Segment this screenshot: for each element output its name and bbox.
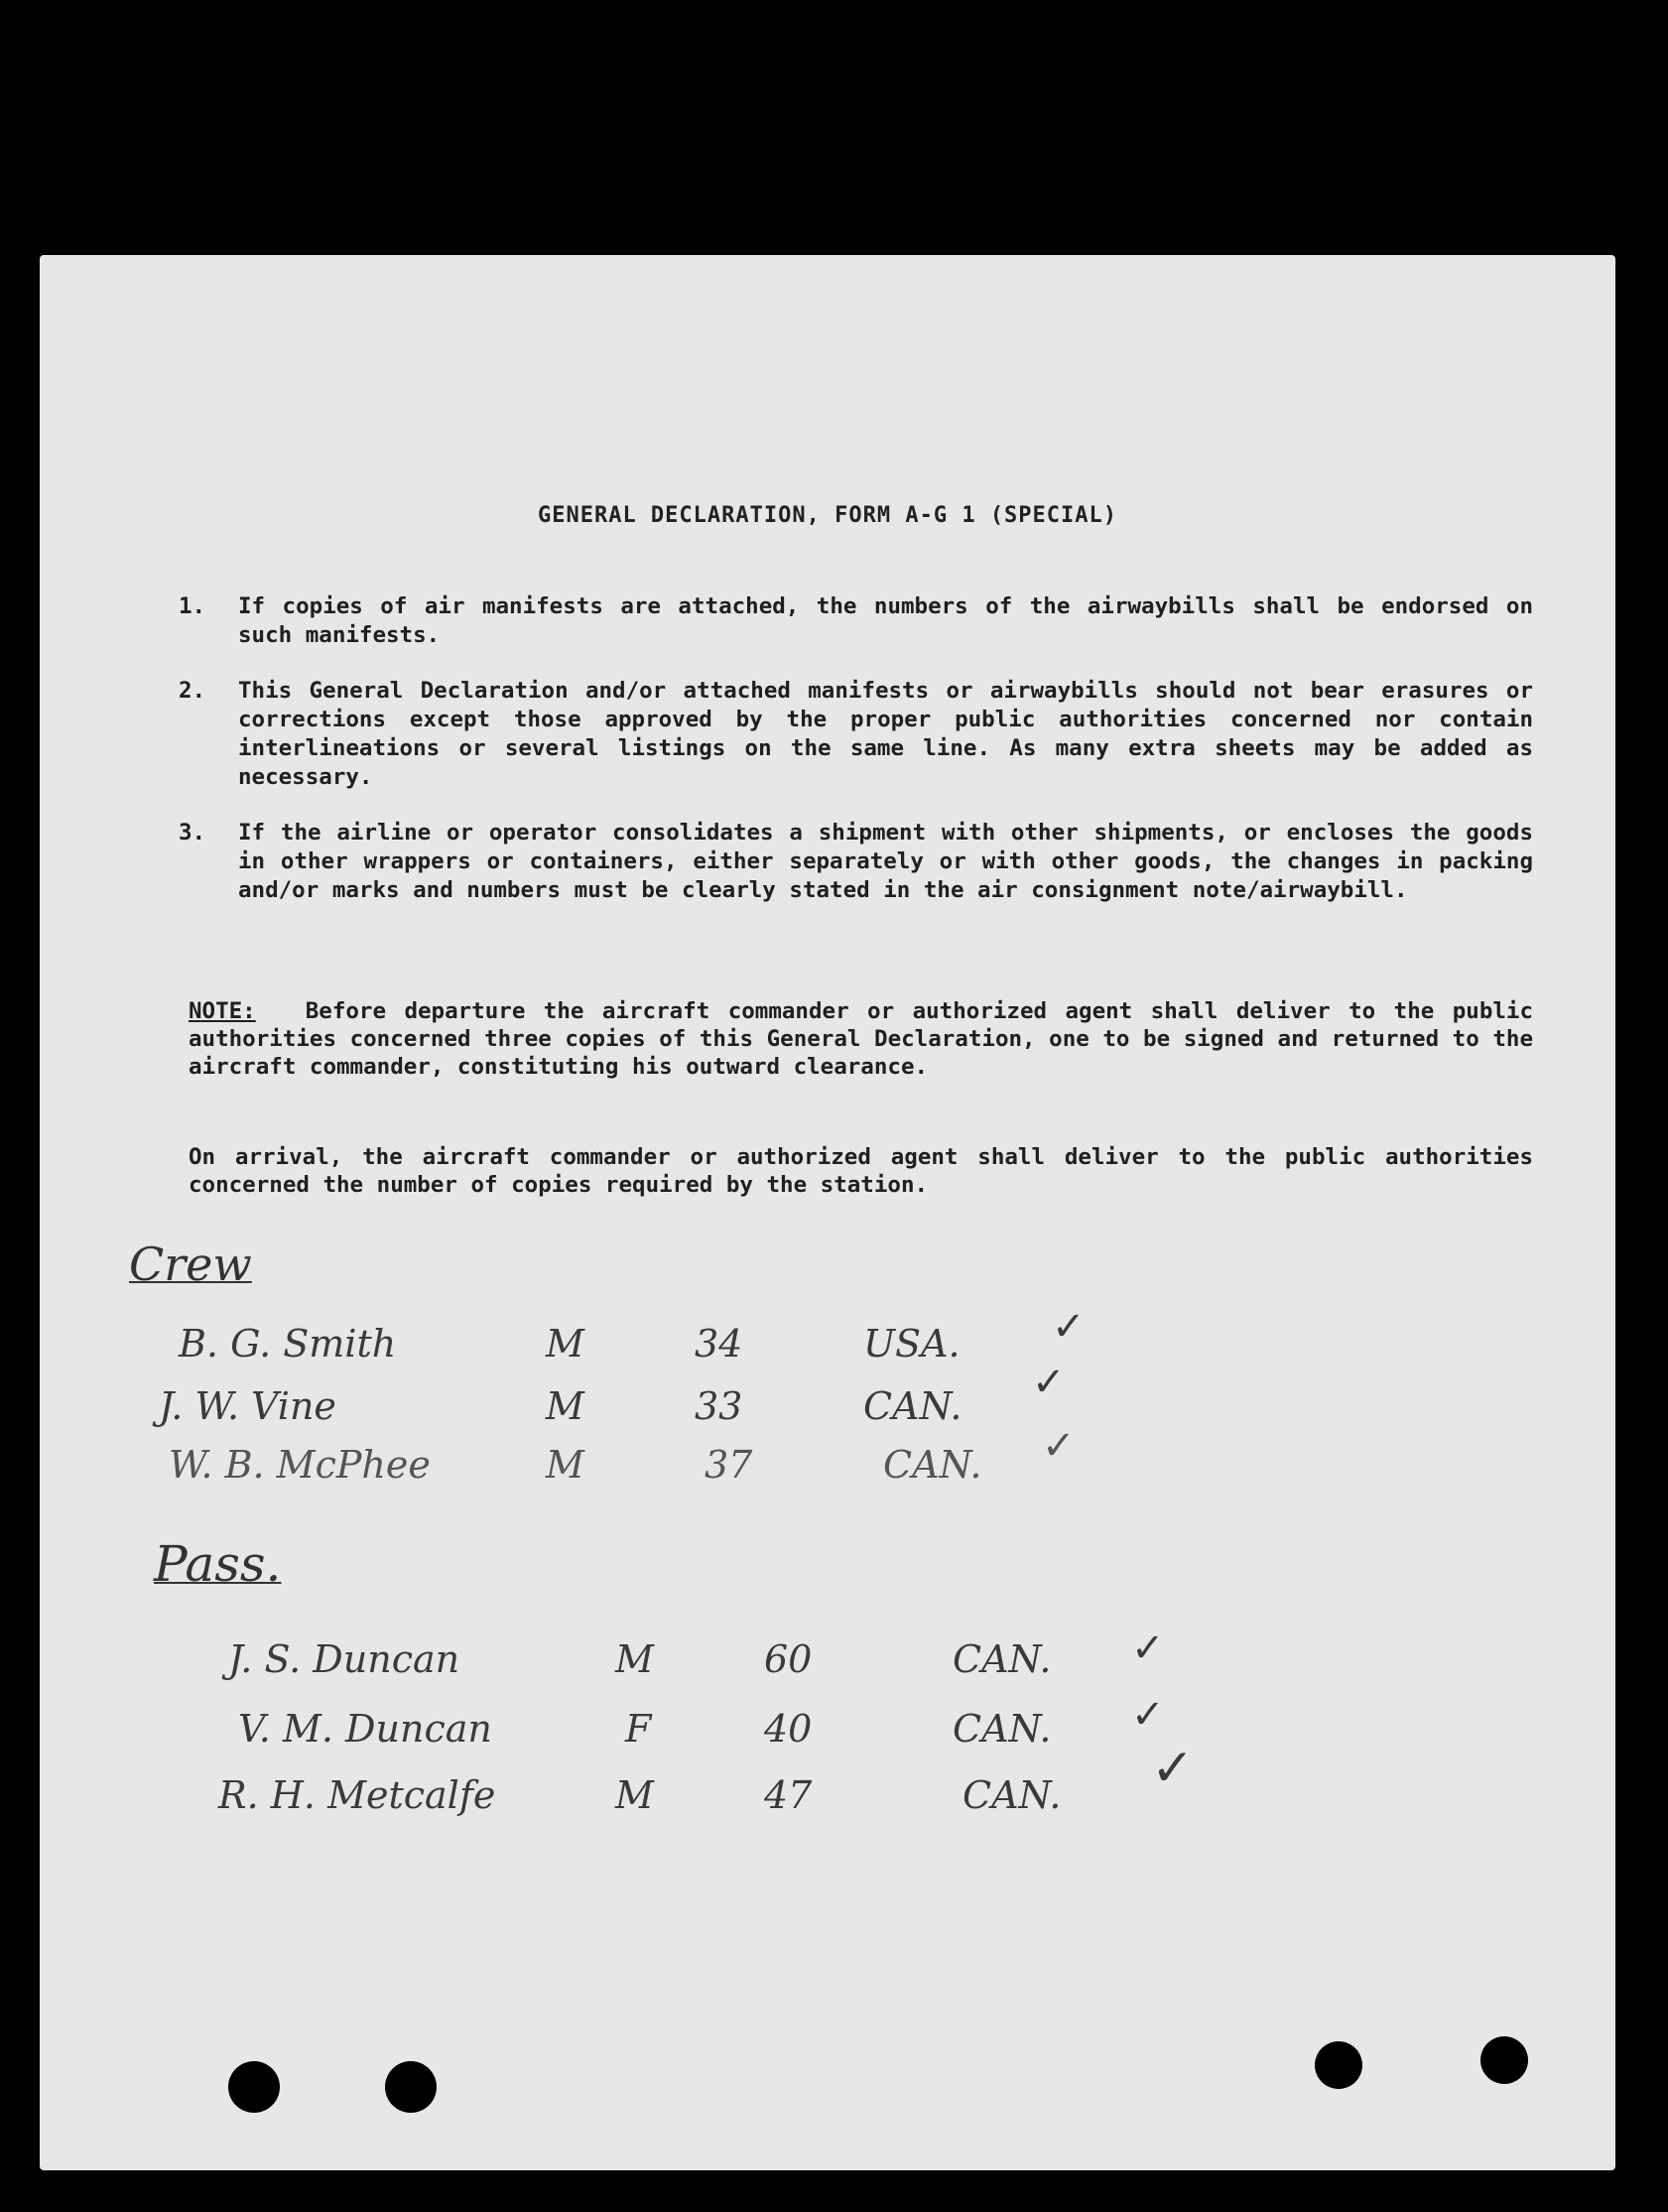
crew-row <box>40 1423 1615 1502</box>
passenger-nationality: CAN. <box>953 1707 1052 1751</box>
crew-age: 33 <box>695 1384 743 1428</box>
passenger-name: J. S. Duncan <box>228 1637 460 1681</box>
crew-row <box>40 1304 1615 1381</box>
passenger-row <box>40 1692 1615 1766</box>
passenger-name: R. H. Metcalfe <box>218 1773 496 1817</box>
check-mark-icon: ✓ <box>1151 1739 1195 1798</box>
crew-row <box>40 1360 1615 1444</box>
check-mark-icon: ✓ <box>1052 1304 1086 1350</box>
item-number: 3. <box>179 820 206 846</box>
crew-name: W. B. McPhee <box>169 1443 431 1487</box>
note-text: Before departure the aircraft commander or authorized agent shall deliver to the public authorities concerned three copies of this General Declaration, one to be signed and returned to the aircraft commander, constituting his outward clearance. <box>189 998 1533 1080</box>
passenger-row <box>40 1626 1615 1697</box>
item-number: 2. <box>179 678 206 704</box>
crew-sex: M <box>546 1443 584 1487</box>
item-text: If the airline or operator consolidates a shipment with other shipments, or encloses the goods in other wrappers or containers, either separately or with other goods, the changes in packing and/or marks and numbers must be clearly stated in the air consignment note/airwaybill. <box>238 820 1533 903</box>
instruction-item <box>179 677 1533 792</box>
item-text: If copies of air manifests are attached, the numbers of the airwaybills shall be endorsed on such manifests. <box>238 593 1533 648</box>
document-title: GENERAL DECLARATION, FORM A-G 1 (SPECIAL) <box>537 503 1118 528</box>
crew-age: 37 <box>705 1443 753 1487</box>
note-paragraph <box>189 997 1533 1081</box>
note-label: NOTE: <box>189 998 256 1024</box>
punch-hole <box>228 2061 280 2113</box>
crew-name: B. G. Smith <box>179 1322 397 1366</box>
passenger-age: 60 <box>764 1637 813 1681</box>
check-mark-icon: ✓ <box>1131 1626 1165 1671</box>
crew-sex: M <box>546 1384 584 1428</box>
punch-hole <box>385 2061 437 2113</box>
check-mark-icon: ✓ <box>1032 1360 1066 1405</box>
passenger-nationality: CAN. <box>962 1773 1062 1817</box>
punch-hole <box>1480 2036 1528 2084</box>
passenger-age: 40 <box>764 1707 813 1751</box>
crew-nationality: CAN. <box>863 1384 962 1428</box>
instruction-item <box>179 592 1533 650</box>
crew-sex: M <box>546 1322 584 1366</box>
crew-age: 34 <box>695 1322 743 1366</box>
instructions-list <box>179 592 1533 932</box>
check-mark-icon: ✓ <box>1131 1692 1165 1738</box>
crew-nationality: CAN. <box>883 1443 982 1487</box>
item-number: 1. <box>179 593 206 619</box>
document-page <box>40 255 1615 2170</box>
punch-hole <box>1315 2041 1362 2089</box>
passengers-heading: Pass. <box>154 1535 282 1593</box>
passenger-sex: F <box>625 1707 652 1751</box>
crew-name: J. W. Vine <box>159 1384 336 1428</box>
passenger-sex: M <box>615 1773 654 1817</box>
item-text: This General Declaration and/or attached manifests or airwaybills should not bear erasures or corrections except those approved by the proper public authorities concerned nor contain interlineations or several listings on the same line. As many extra sheets may be added as necessary. <box>238 678 1533 790</box>
crew-heading: Crew <box>129 1237 252 1291</box>
instruction-item <box>179 819 1533 905</box>
passenger-sex: M <box>615 1637 654 1681</box>
passenger-row <box>40 1739 1615 1833</box>
arrival-paragraph: On arrival, the aircraft commander or authorized agent shall deliver to the public authorities concerned the number of copies required by the station. <box>189 1144 1533 1198</box>
crew-nationality: USA. <box>863 1322 961 1366</box>
passenger-nationality: CAN. <box>953 1637 1052 1681</box>
passenger-name: V. M. Duncan <box>238 1707 492 1751</box>
check-mark-icon: ✓ <box>1042 1423 1076 1469</box>
passenger-age: 47 <box>764 1773 813 1817</box>
